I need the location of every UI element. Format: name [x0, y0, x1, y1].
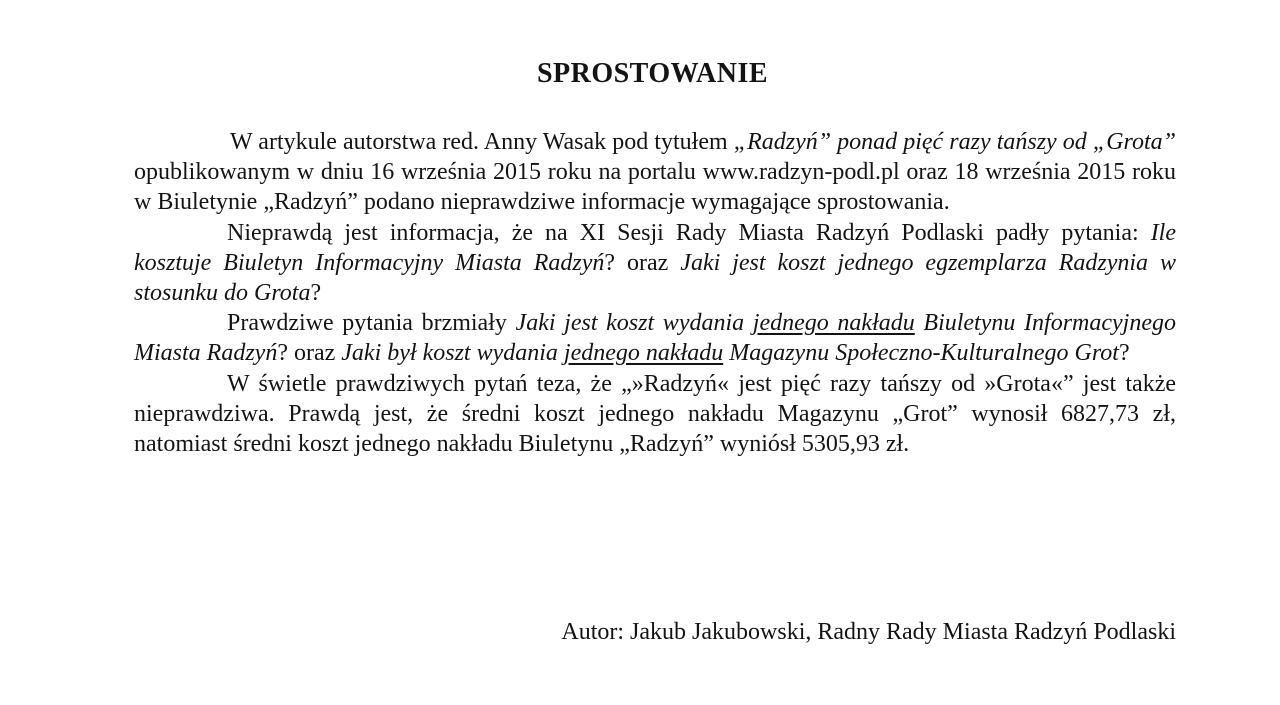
question-1-claimed: Ile kosztuje Biuletyn Informacyjny Miasta Radzyń — [134, 219, 1176, 276]
paragraph-3 — [134, 308, 1176, 368]
underlined-phrase-2: jednego nakładu — [563, 340, 724, 367]
question-2-claimed: Jaki jest koszt jednego egzemplarza Radzynia w stosunku do Grota — [134, 249, 1176, 307]
question-1-actual-b: Biuletynu Informacyjnego Miasta Radzyń — [134, 310, 1176, 367]
underlined-phrase-1: jednego nakładu — [752, 310, 915, 337]
author-signature: Autor: Jakub Jakubowski, Radny Rady Miasta Radzyń Podlaski — [561, 619, 1176, 645]
paragraph-3-text-b: ? oraz — [277, 340, 342, 367]
paragraph-2 — [134, 218, 1176, 309]
question-1-actual-a: Jaki jest koszt wydania — [515, 310, 753, 337]
document-body — [134, 127, 1176, 459]
paragraph-1-text-b: opublikowanym w dniu 16 września 2015 roku na portalu www.radzyn-podl.pl oraz 18 września 2015 roku w Biuletynie „Radzyń” podano nieprawdziwe informacje wymagające sprostowania. — [134, 159, 1176, 216]
question-2-actual-a: Jaki był koszt wydania — [341, 340, 564, 367]
question-2-actual-b: Magazynu Społeczno-Kulturalnego Grot — [723, 340, 1119, 367]
paragraph-2-text-c: ? — [310, 280, 322, 307]
paragraph-4: W świetle prawdziwych pytań teza, że „»Radzyń« jest pięć razy tańszy od »Grota«” jest także nieprawdziwa. Prawdą jest, że średni koszt jednego nakładu Magazynu „Grot” wynosił 6827,73 zł, natomiast średni koszt jednego nakładu Biuletynu „Radzyń” wyniósł 5305,93 zł. — [134, 370, 1176, 458]
paragraph-2-text-a: Nieprawdą jest informacja, że na XI Sesji Rady Miasta Radzyń Podlaski padły pytania: — [227, 219, 1151, 246]
paragraph-1 — [134, 127, 1176, 218]
document-title: SPROSTOWANIE — [536, 58, 769, 89]
paragraph-3-text-a: Prawdziwe pytania brzmiały — [227, 310, 516, 337]
paragraph-1-text-a: W artykule autorstwa red. Anny Wasak pod tytułem — [230, 129, 734, 155]
paragraph-2-text-b: ? oraz — [604, 249, 681, 276]
paragraph-3-text-c: ? — [1118, 340, 1130, 367]
article-title: „Radzyń” ponad pięć razy tańszy od „Grota” — [733, 129, 1176, 155]
